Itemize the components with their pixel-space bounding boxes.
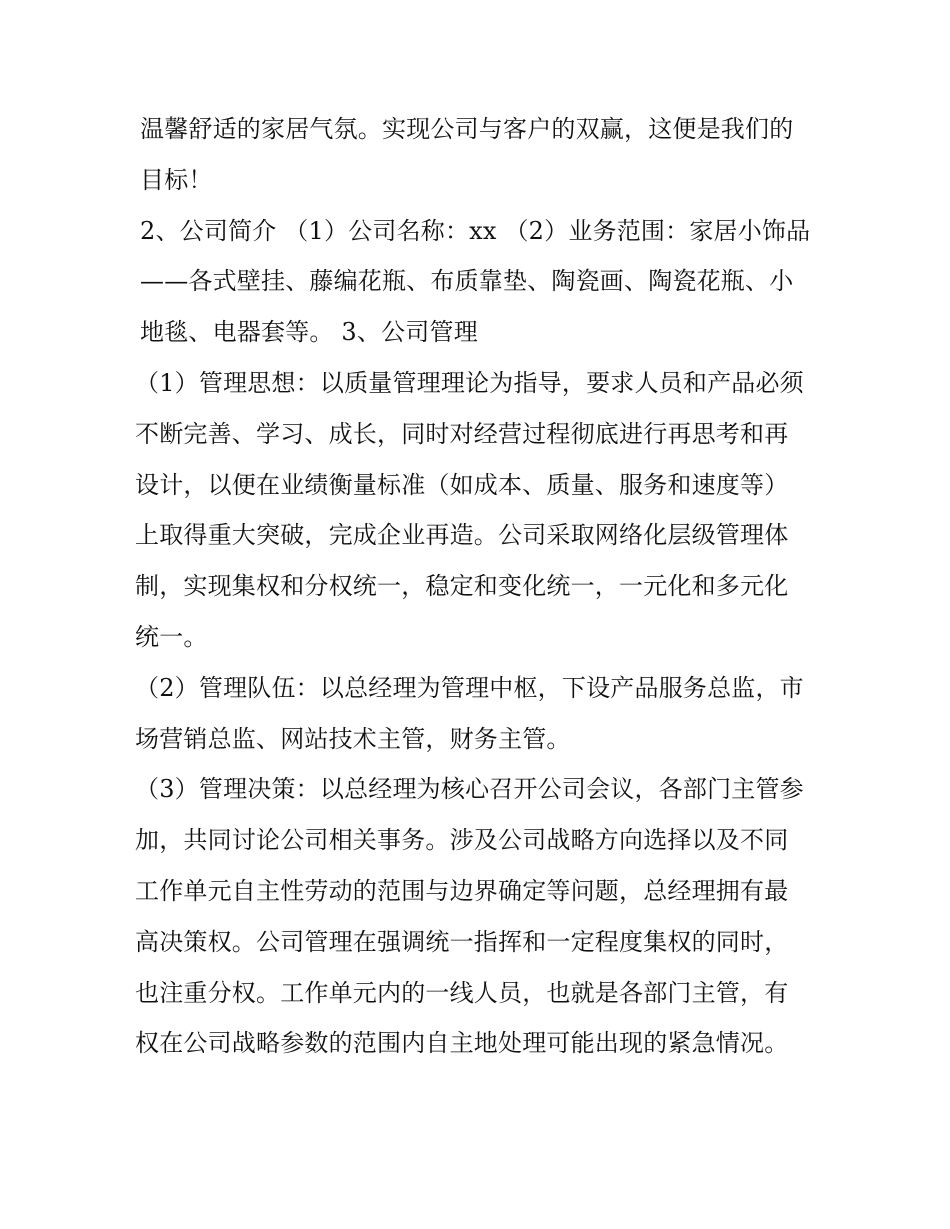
paragraph-management-thought: （1）管理思想：以质量管理理论为指导，要求人员和产品必须不断完善、学习、成长，同时对经营过程彻底进行再思考和再设计，以便在业绩衡量标准（如成本、质量、服务和速度等）上取得重大突破，完成企业再造。公司采取网络化层级管理体制，实现集权和分权统一，稳定和变化统一，一元化和多元化统一。 [135,368,804,651]
paragraph-goal: 温馨舒适的家居气氛。实现公司与客户的双赢，这便是我们的目标！ [140,115,794,194]
paragraph-company-intro: 2、公司简介 （1）公司名称：xx （2）业务范围：家居小饰品——各式壁挂、藤编花瓶、布质靠垫、陶瓷画、陶瓷花瓶、小地毯、电器套等。 3、公司管理 [140,216,811,347]
paragraph-management-decision: （3）管理决策：以总经理为核心召开公司会议，各部门主管参加，共同讨论公司相关事务。涉及公司战略方向选择以及不同工作单元自主性劳动的范围与边界确定等问题，总经理拥有最高决策权。公司管理在强调统一指挥和一定程度集权的同时，也注重分权。工作单元内的一线人员，也就是各部门主管，有权在公司战略参数的范围内自主地处理可能出现的紧急情况。 [135,775,804,1058]
document-body [135,104,812,1069]
paragraph-management-team: （2）管理队伍：以总经理为管理中枢，下设产品服务总监，市场营销总监、网站技术主管，财务主管。 [135,673,804,753]
